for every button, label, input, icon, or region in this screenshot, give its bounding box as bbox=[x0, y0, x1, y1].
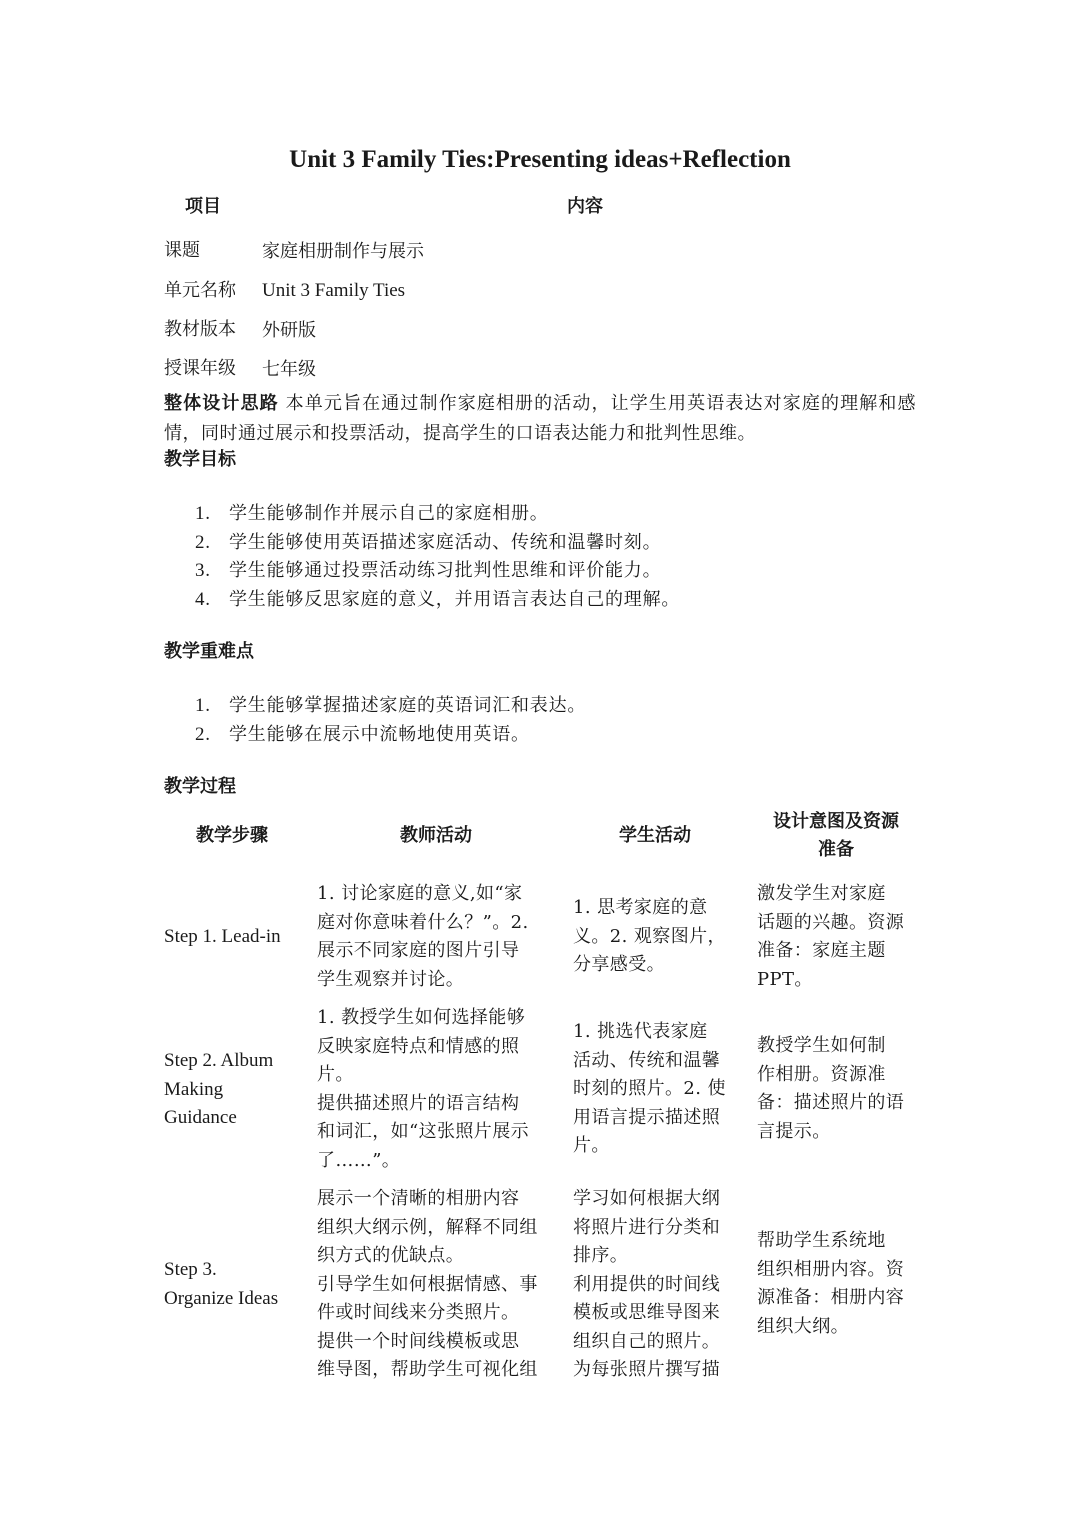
list-item: 2. 学生能够使用英语描述家庭活动、传统和温馨时刻。 bbox=[195, 531, 662, 553]
objectives-list bbox=[195, 500, 680, 614]
objectives-heading: 教学目标 bbox=[164, 449, 236, 470]
process-cell-step: Step 3. Organize Ideas bbox=[164, 1259, 279, 1309]
list-item: 1. 学生能够掌握描述家庭的英语词汇和表达。 bbox=[195, 695, 587, 716]
info-value-unit: Unit 3 Family Ties bbox=[262, 280, 406, 301]
info-label-edition: 教材版本 bbox=[164, 319, 236, 340]
info-header-content: 内容 bbox=[567, 196, 603, 217]
info-value-edition: 外研版 bbox=[262, 320, 316, 340]
process-cell-teacher: 展示一个清晰的相册内容 组织大纲示例，解释不同组 织方式的优缺点。 引导学生如何根据情感、事 件或时间线来分类照片。 提供一个时间线模板或思 维导图，帮助学生可视化组 bbox=[317, 1188, 538, 1380]
info-header-item: 项目 bbox=[185, 196, 221, 217]
key-points-list bbox=[195, 692, 586, 749]
process-col-header: 教学步骤 bbox=[196, 825, 268, 846]
info-label-grade: 授课年级 bbox=[164, 358, 236, 379]
list-item: 3. 学生能够通过投票活动练习批判性思维和评价能力。 bbox=[195, 560, 662, 581]
info-value-topic: 家庭相册制作与展示 bbox=[262, 241, 424, 261]
process-col-header: 设计意图及资源 准备 bbox=[773, 811, 899, 860]
list-item: 4. 学生能够反思家庭的意义，并用语言表达自己的理解。 bbox=[195, 588, 681, 610]
process-col-header: 学生活动 bbox=[619, 825, 691, 846]
process-cell-step: Step 2. Album Making Guidance bbox=[164, 1050, 274, 1128]
process-heading: 教学过程 bbox=[164, 776, 236, 797]
info-value-grade: 七年级 bbox=[262, 359, 316, 379]
design-text: 本单元旨在通过制作家庭相册的活动，让学生用英语表达对家庭的理解和感情，同时通过展示和投票活动，提高学生的口语表达能力和批判性思维。 bbox=[164, 393, 917, 444]
key-points-heading: 教学重难点 bbox=[164, 641, 254, 662]
design-paragraph bbox=[164, 389, 916, 449]
document-title: Unit 3 Family Ties:Presenting ideas+Reflection bbox=[289, 146, 791, 173]
process-cell-purpose: 教授学生如何制 作相册。资源准 备：描述照片的语 言提示。 bbox=[757, 1035, 905, 1142]
process-cell-student: 1. 思考家庭的意 义。2. 观察图片， 分享感受。 bbox=[573, 897, 726, 975]
process-cell-purpose: 帮助学生系统地 组织相册内容。资 源准备：相册内容 组织大纲。 bbox=[757, 1230, 905, 1337]
process-cell-teacher: 1. 教授学生如何选择能够 反映家庭特点和情感的照 片。 提供描述照片的语言结构 和词汇，如“这张照片展示 了……”。 bbox=[317, 1007, 530, 1171]
process-cell-purpose: 激发学生对家庭 话题的兴趣。资源 准备：家庭主题 PPT。 bbox=[757, 883, 905, 990]
info-label-topic: 课题 bbox=[164, 240, 200, 261]
process-cell-student: 学习如何根据大纲 将照片进行分类和 排序。 利用提供的时间线 模板或思维导图来 组织自己的照片。 为每张照片撰写描 bbox=[573, 1188, 721, 1380]
process-col-header: 教师活动 bbox=[400, 825, 472, 846]
process-cell-step: Step 1. Lead-in bbox=[164, 926, 281, 947]
process-cell-student: 1. 挑选代表家庭 活动、传统和温馨 时刻的照片。2. 使 用语言提示描述照 片。 bbox=[573, 1021, 726, 1156]
list-item: 1. 学生能够制作并展示自己的家庭相册。 bbox=[195, 503, 549, 524]
process-cell-teacher: 1. 讨论家庭的意义,如“家 庭对你意味着什么？”。2. 展示不同家庭的图片引导 学生观察并讨论。 bbox=[317, 883, 529, 990]
info-label-unit: 单元名称 bbox=[164, 280, 236, 301]
design-label: 整体设计思路 bbox=[164, 393, 279, 414]
list-item: 2. 学生能够在展示中流畅地使用英语。 bbox=[195, 723, 530, 745]
